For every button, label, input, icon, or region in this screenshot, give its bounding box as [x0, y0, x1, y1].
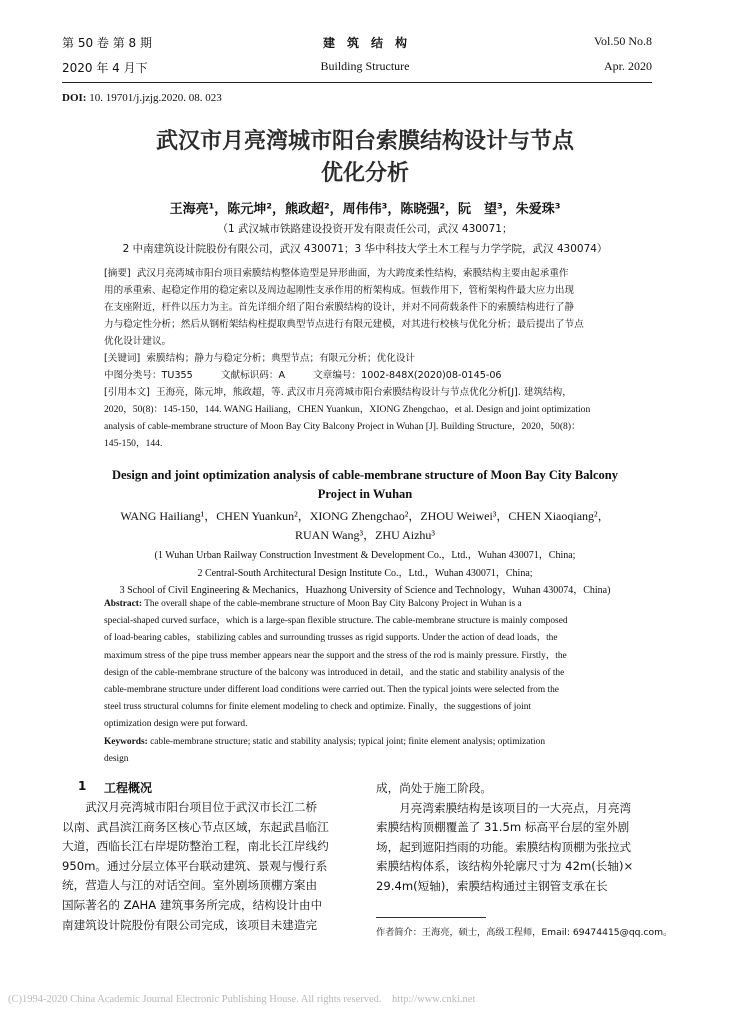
keywords-en-label: Keywords: [104, 736, 148, 747]
header-date: 2020 年 4 月下 [62, 61, 148, 75]
body-line: 成，尚处于施工阶段。 [376, 781, 492, 795]
doi-label: DOI: [62, 92, 87, 104]
author-footnote: 作者简介：王海亮，硕士，高级工程师，Email: 69474415@qq.com。 [376, 927, 673, 938]
abstract-en-line: of load-bearing cables，stabilizing cables and surrounding trusses as rigid supports. Under the action of dead loads，the [104, 633, 558, 644]
keywords-cn: 索膜结构；静力与稳定分析；典型节点；有限元分析；优化设计 [146, 353, 416, 364]
abstract-en-line: The overall shape of the cable-membrane structure of Moon Bay City Balcony Project in Wuhan is a [144, 599, 522, 609]
title-line-2: 优化分析 [320, 161, 409, 186]
affiliation-en-line-1: (1 Wuhan Urban Railway Construction Investment & Development Co.，Ltd.，Wuhan 430071，China; [154, 550, 576, 561]
abstract-en-line: cable-membrane structure under different load conditions were carried out. Then the typical joints were selected from the [104, 685, 559, 696]
abstract-cn-line: 优化设计建议。 [104, 336, 172, 347]
affiliation-cn-line-2: 2 中南建筑设计院股份有限公司，武汉 430071；3 华中科技大学土木工程与力学学院，武汉 430074） [122, 243, 608, 255]
document-code: 文献标识码：A [220, 370, 286, 381]
header-vol-no: Vol.50 No.8 [593, 34, 652, 48]
authors-en-line-2: RUAN Wang³，ZHU Aizhu³ [295, 528, 435, 542]
citation-line: 145-150，144. [104, 438, 163, 449]
header-journal-cn: 建 筑 结 构 [322, 36, 407, 50]
authors-en-line-1: WANG Hailiang¹，CHEN Yuankun²，XIONG Zhengchao²，ZHOU Weiwei³，CHEN Xiaoqiang²， [120, 509, 610, 523]
header-volume: 第 50 卷 第 8 期 [62, 36, 152, 50]
section-1-right-column [376, 779, 666, 897]
body-line: 索膜结构体系，该结构外轮廓尺寸为 42m(长轴)× [376, 859, 634, 874]
title-en-line-2: Project in Wuhan [317, 487, 413, 501]
abstract-cn-line: 力与稳定性分析；然后从钢桁架结构柱提取典型节点进行有限元建模，对其进行校核与优化分析；最后提出了节点 [104, 319, 584, 330]
body-line: 以南、武昌滨江商务区核心节点区域，东起武昌临江 [62, 819, 329, 834]
section-1-number: 1 [78, 779, 87, 793]
body-line: 武汉月亮湾城市阳台项目位于武汉市长江二桥 [62, 800, 318, 814]
body-line: 950m。通过分层立体平台联动建筑、景观与慢行系 [62, 858, 328, 873]
footnote-rule [376, 917, 486, 918]
abstract-cn-line: 在支座附近，杆件以压力为主。首先详细介绍了阳台索膜结构的设计，并对不同荷载条件下的索膜结构进行了静 [104, 302, 575, 313]
article-number: 文章编号：1002-848X(2020)08-0145-06 [313, 370, 502, 381]
citation-label: [引用本文] [104, 387, 150, 398]
abstract-en-line: steel truss structural columns for finite element modeling to check and optimize. Finally，the suggestions of joint [104, 702, 531, 713]
abstract-en-label: Abstract: [104, 599, 143, 609]
section-1-heading: 工程概况 [104, 781, 153, 795]
citation-line: 2020，50(8)：145-150，144. WANG Hailiang，CHEN Yuankun，XIONG Zhengchao，et al. Design and joint optimization [104, 404, 591, 415]
body-line: 南建筑设计院股份有限公司完成，该项目未建造完 [62, 917, 318, 932]
clc-number: 中图分类号：TU355 [104, 370, 193, 381]
header-journal-en: Building Structure [320, 59, 410, 73]
authors-cn: 王海亮¹，陈元坤²，熊政超²，周伟伟³，陈晓强²，阮 望³，朱爱珠³ [169, 202, 561, 217]
body-line: 月亮湾索膜结构是该项目的一大亮点，月亮湾 [376, 800, 632, 815]
header-month: Apr. 2020 [604, 59, 652, 73]
abstract-en-line: special-shaped curved surface，which is a large-span flexible structure. The cable-membrane structure is mainly composed [104, 616, 568, 627]
abstract-cn-label: [摘要] [104, 268, 131, 279]
affiliation-cn-line-1: （1 武汉城市铁路建设投资开发有限责任公司，武汉 430071； [217, 223, 513, 235]
abstract-cn-line: 用的承重索、起稳定作用的稳定索以及周边起刚性支承作用的桁架构成。恒载作用下，管桁架构件最大应力出现 [104, 285, 575, 296]
body-line: 大道，西临长江右岸堤防整治工程，南北长江岸线约 [62, 839, 329, 854]
abstract-en-line: maximum stress of the pipe truss member appears near the support and the stress of the rod is mainly pressure. Firstly，the [104, 650, 567, 661]
abstract-cn-line: 武汉月亮湾城市阳台项目索膜结构整体造型是异形曲面，为大跨度柔性结构，索膜结构主要由起承重作 [136, 268, 569, 279]
abstract-cn [104, 265, 630, 452]
doi-line [62, 92, 222, 104]
citation-line: analysis of cable-membrane structure of Moon Bay City Balcony Project in Wuhan [J]. Building Structure，2020，50(8)： [104, 421, 581, 432]
body-line: 索膜结构顶棚覆盖了 31.5m 标高平台层的室外剧 [376, 820, 630, 835]
body-line: 国际著名的 ZAHA 建筑事务所完成，结构设计由中 [62, 897, 323, 912]
doi-value: 10. 19701/j.jzjg.2020. 08. 023 [86, 92, 222, 104]
affiliation-en-line-2: 2 Central-South Architectural Design Institute Co.，Ltd.，Wuhan 430071，China; [197, 568, 533, 579]
body-line: 场，起到遮阳挡雨的功能。索膜结构顶棚为张拉式 [376, 839, 632, 854]
section-1-left-column [62, 798, 358, 935]
keywords-cn-label: [关键词] [104, 353, 141, 364]
title-line-1: 武汉市月亮湾城市阳台索膜结构设计与节点 [155, 129, 574, 154]
affiliation-en-line-3: 3 School of Civil Engineering & Mechanics，Huazhong University of Science and Technology，Wuhan 430074，China) [119, 585, 611, 596]
body-line: 统，营造人与江的对话空间。室外剧场顶棚方案由 [62, 878, 318, 893]
keywords-en-line: cable-membrane structure; static and stability analysis; typical joint; finite element analysis; optimization [150, 736, 546, 747]
keywords-en-line: design [104, 753, 129, 764]
header-rule [62, 82, 652, 83]
title-en-line-1: Design and joint optimization analysis of cable-membrane structure of Moon Bay City Balcony [111, 468, 618, 482]
abstract-en-line: design of the cable-membrane structure of the balcony was introduced in detail，and the static and stability analysis of the [104, 667, 565, 678]
copyright-watermark: (C)1994-2020 China Academic Journal Electronic Publishing House. All rights reserved. http://www.cnki.net [8, 994, 476, 1005]
abstract-en-line: optimization design were put forward. [104, 719, 248, 730]
body-line: 29.4m(短轴)，索膜结构通过主钢管支承在长 [376, 878, 608, 893]
citation-line: 王海亮，陈元坤，熊政超，等. 武汉市月亮湾城市阳台索膜结构设计与节点优化分析[J]. 建筑结构， [155, 387, 572, 398]
abstract-en [104, 596, 630, 768]
